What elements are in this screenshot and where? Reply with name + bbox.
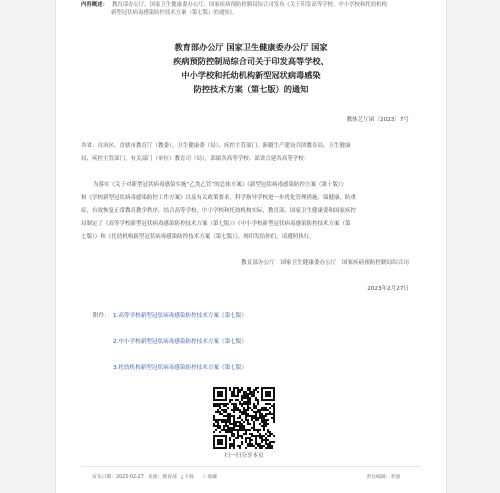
attachment-link-2[interactable]: 2.中小学校新型冠状病毒感染防控技术方案（第七版） [113,339,247,345]
body-line-3: 症，有效恢复正常教育教学秩序，结合高等学校、中小学校和托幼机构实际，教育部、国家卫生健康委和国家疾控 [81,208,357,214]
attachment-link-3[interactable]: 3.托幼机构新型冠状病毒感染防控技术方案（第七版） [113,365,247,371]
attachment-link-1[interactable]: 1.高等学校新型冠状病毒感染防控技术方案（第七版） [113,313,247,319]
editor: 责任编辑：李强 [366,475,400,480]
footer-divider [81,466,421,467]
document-page [55,0,447,493]
favorite-button[interactable] [202,473,217,480]
download-label: 下载 [184,475,194,480]
publish-date: 发布日期：2023-02-27 [92,475,144,480]
signature: 教育部办公厅 国家卫生健康委办公厅 国家疾病预防控制局综合司 [241,260,409,266]
doc-number: 教体艺厅函〔2023〕7号 [346,117,409,123]
content-summary-line-2: 新型冠状病毒感染防控技术方案（第七版）的通知》。 [111,10,238,16]
recipients-line-2: 局、疾控主管部门，有关部门（单位）教育司（局），部属各高等学校、部省合建各高等学校： [81,156,310,162]
download-button[interactable] [181,473,194,480]
doc-title-line-2: 疾病预防控制局综合司关于印发高等学校、 [173,56,329,66]
recipients-line-1: 各省、自治区、直辖市教育厅（教委）、卫生健康委（局）、疾控主管部门，新疆生产建设兵团教育局、卫生健康 [81,143,351,149]
content-summary-label: 内容概述： [81,2,108,8]
doc-title-line-3: 中小学校和托幼机构新型冠状病毒感染 [181,70,321,80]
star-icon: ☆ [202,474,207,480]
share-qr-code [213,387,275,449]
doc-date: 2023年2月27日 [367,286,409,292]
doc-title-line-1: 教育部办公厅 国家卫生健康委办公厅 国家 [174,42,328,52]
source: 来源：教育部 [148,475,177,480]
body-line-4: 局制定了《高等学校新型冠状病毒感染防控技术方案（第七版）》《中小学校新型冠状病毒感染防控技术方案（第 [81,221,351,227]
attachment-label: 附件： [93,313,110,319]
content-summary-line-1: 教育部办公厅、国家卫生健康委办公厅、国家疾病预防控制局综合司发布《关于印发高等学校、中小学校和托幼机构 [111,2,387,8]
body-line-5: 七版）》和《托幼机构新型冠状病毒感染防控技术方案（第七版）》，现印发给你们，请遵照执行。 [81,234,315,240]
favorite-label: 收藏 [207,475,218,480]
body-line-1: 为落实《关于对新型冠状病毒感染实施“乙类乙管”的总体方案》《新型冠状病毒感染防控方案（第十版）》 [93,182,347,188]
doc-title-line-4: 防控技术方案（第七版）的通知 [193,84,309,94]
body-line-2: 和《学校新型冠状病毒感染防控工作方案》以及有关政策要求，科学指导学校进一步优化管理措施、保健康、防重 [81,195,357,201]
download-icon: ⤓ [181,474,184,480]
qr-caption: 扫一扫分享本页 [224,453,264,459]
